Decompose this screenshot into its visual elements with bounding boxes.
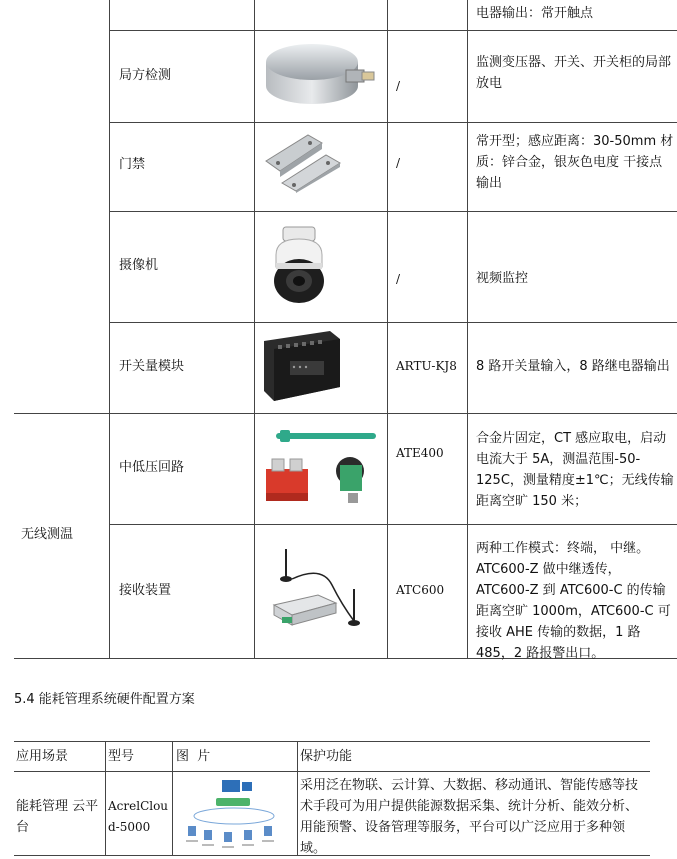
cell-scene: 能耗管理 云平台 xyxy=(16,799,99,835)
row5-desc: 合金片固定，CT 感应取电，启动电流大于 5A，测温范围-50-125C，测量精度±1℃；无线传输距离空旷 150 米； xyxy=(476,431,674,509)
row5-name: 中低压回路 xyxy=(119,460,185,475)
row5-model: ATE400 xyxy=(396,446,444,460)
category-wireless-temp: 无线测温 xyxy=(21,527,74,542)
row4-name: 开关量模块 xyxy=(119,359,185,374)
switch-module-image xyxy=(260,327,344,405)
cell-model: AcrelCloud-5000 xyxy=(108,799,169,834)
partial-discharge-sensor-image xyxy=(260,34,380,114)
row1-name: 局方检测 xyxy=(119,68,172,83)
section-title: 5.4 能耗管理系统硬件配置方案 xyxy=(14,692,195,707)
row3-desc: 视频监控 xyxy=(476,271,529,286)
row1-desc: 监测变压器、开关、开关柜的局部放电 xyxy=(476,55,672,91)
row3-model: / xyxy=(396,272,401,286)
row2-desc: 常开型；感应距离：30-50mm 材质：锌合金，银灰色电度 干接点输出 xyxy=(476,134,674,191)
row6-desc: 两种工作模式：终端， 中继。ATC600-Z 做中继透传，ATC600-Z 到 ATC600-C 的传输距离空旷 1000m，ATC600-C 可接收 AHE 传输的数据，1 路 485，2 路报警出口。 xyxy=(476,541,671,661)
camera-image xyxy=(270,225,328,305)
header-scene: 应用场景 xyxy=(16,749,69,764)
row4-desc: 8 路开关量输入，8 路继电器输出 xyxy=(476,359,670,374)
door-sensor-image xyxy=(262,131,344,193)
cloud-platform-diagram-image xyxy=(178,776,290,852)
header-model: 型号 xyxy=(108,749,135,764)
row4-model: ARTU-KJ8 xyxy=(396,359,457,373)
temperature-sensor-image xyxy=(262,423,380,507)
row6-name: 接收装置 xyxy=(119,583,172,598)
header-image: 图 片 xyxy=(176,749,211,764)
row2-name: 门禁 xyxy=(119,157,146,172)
cell-function: 采用泛在物联、云计算、大数据、移动通讯、智能传感等技术手段可为用户提供能源数据采集、统计分析、能效分析、用能预警、设备管理等服务，平台可以广泛应用于多种领域。 xyxy=(300,778,639,856)
row3-name: 摄像机 xyxy=(119,258,159,273)
row1-model: / xyxy=(396,79,401,93)
row6-model: ATC600 xyxy=(396,583,445,597)
row2-model: / xyxy=(396,156,401,170)
receiver-image xyxy=(262,545,374,635)
row0-desc: 电器输出：常开触点 xyxy=(476,6,594,21)
header-function: 保护功能 xyxy=(300,749,353,764)
